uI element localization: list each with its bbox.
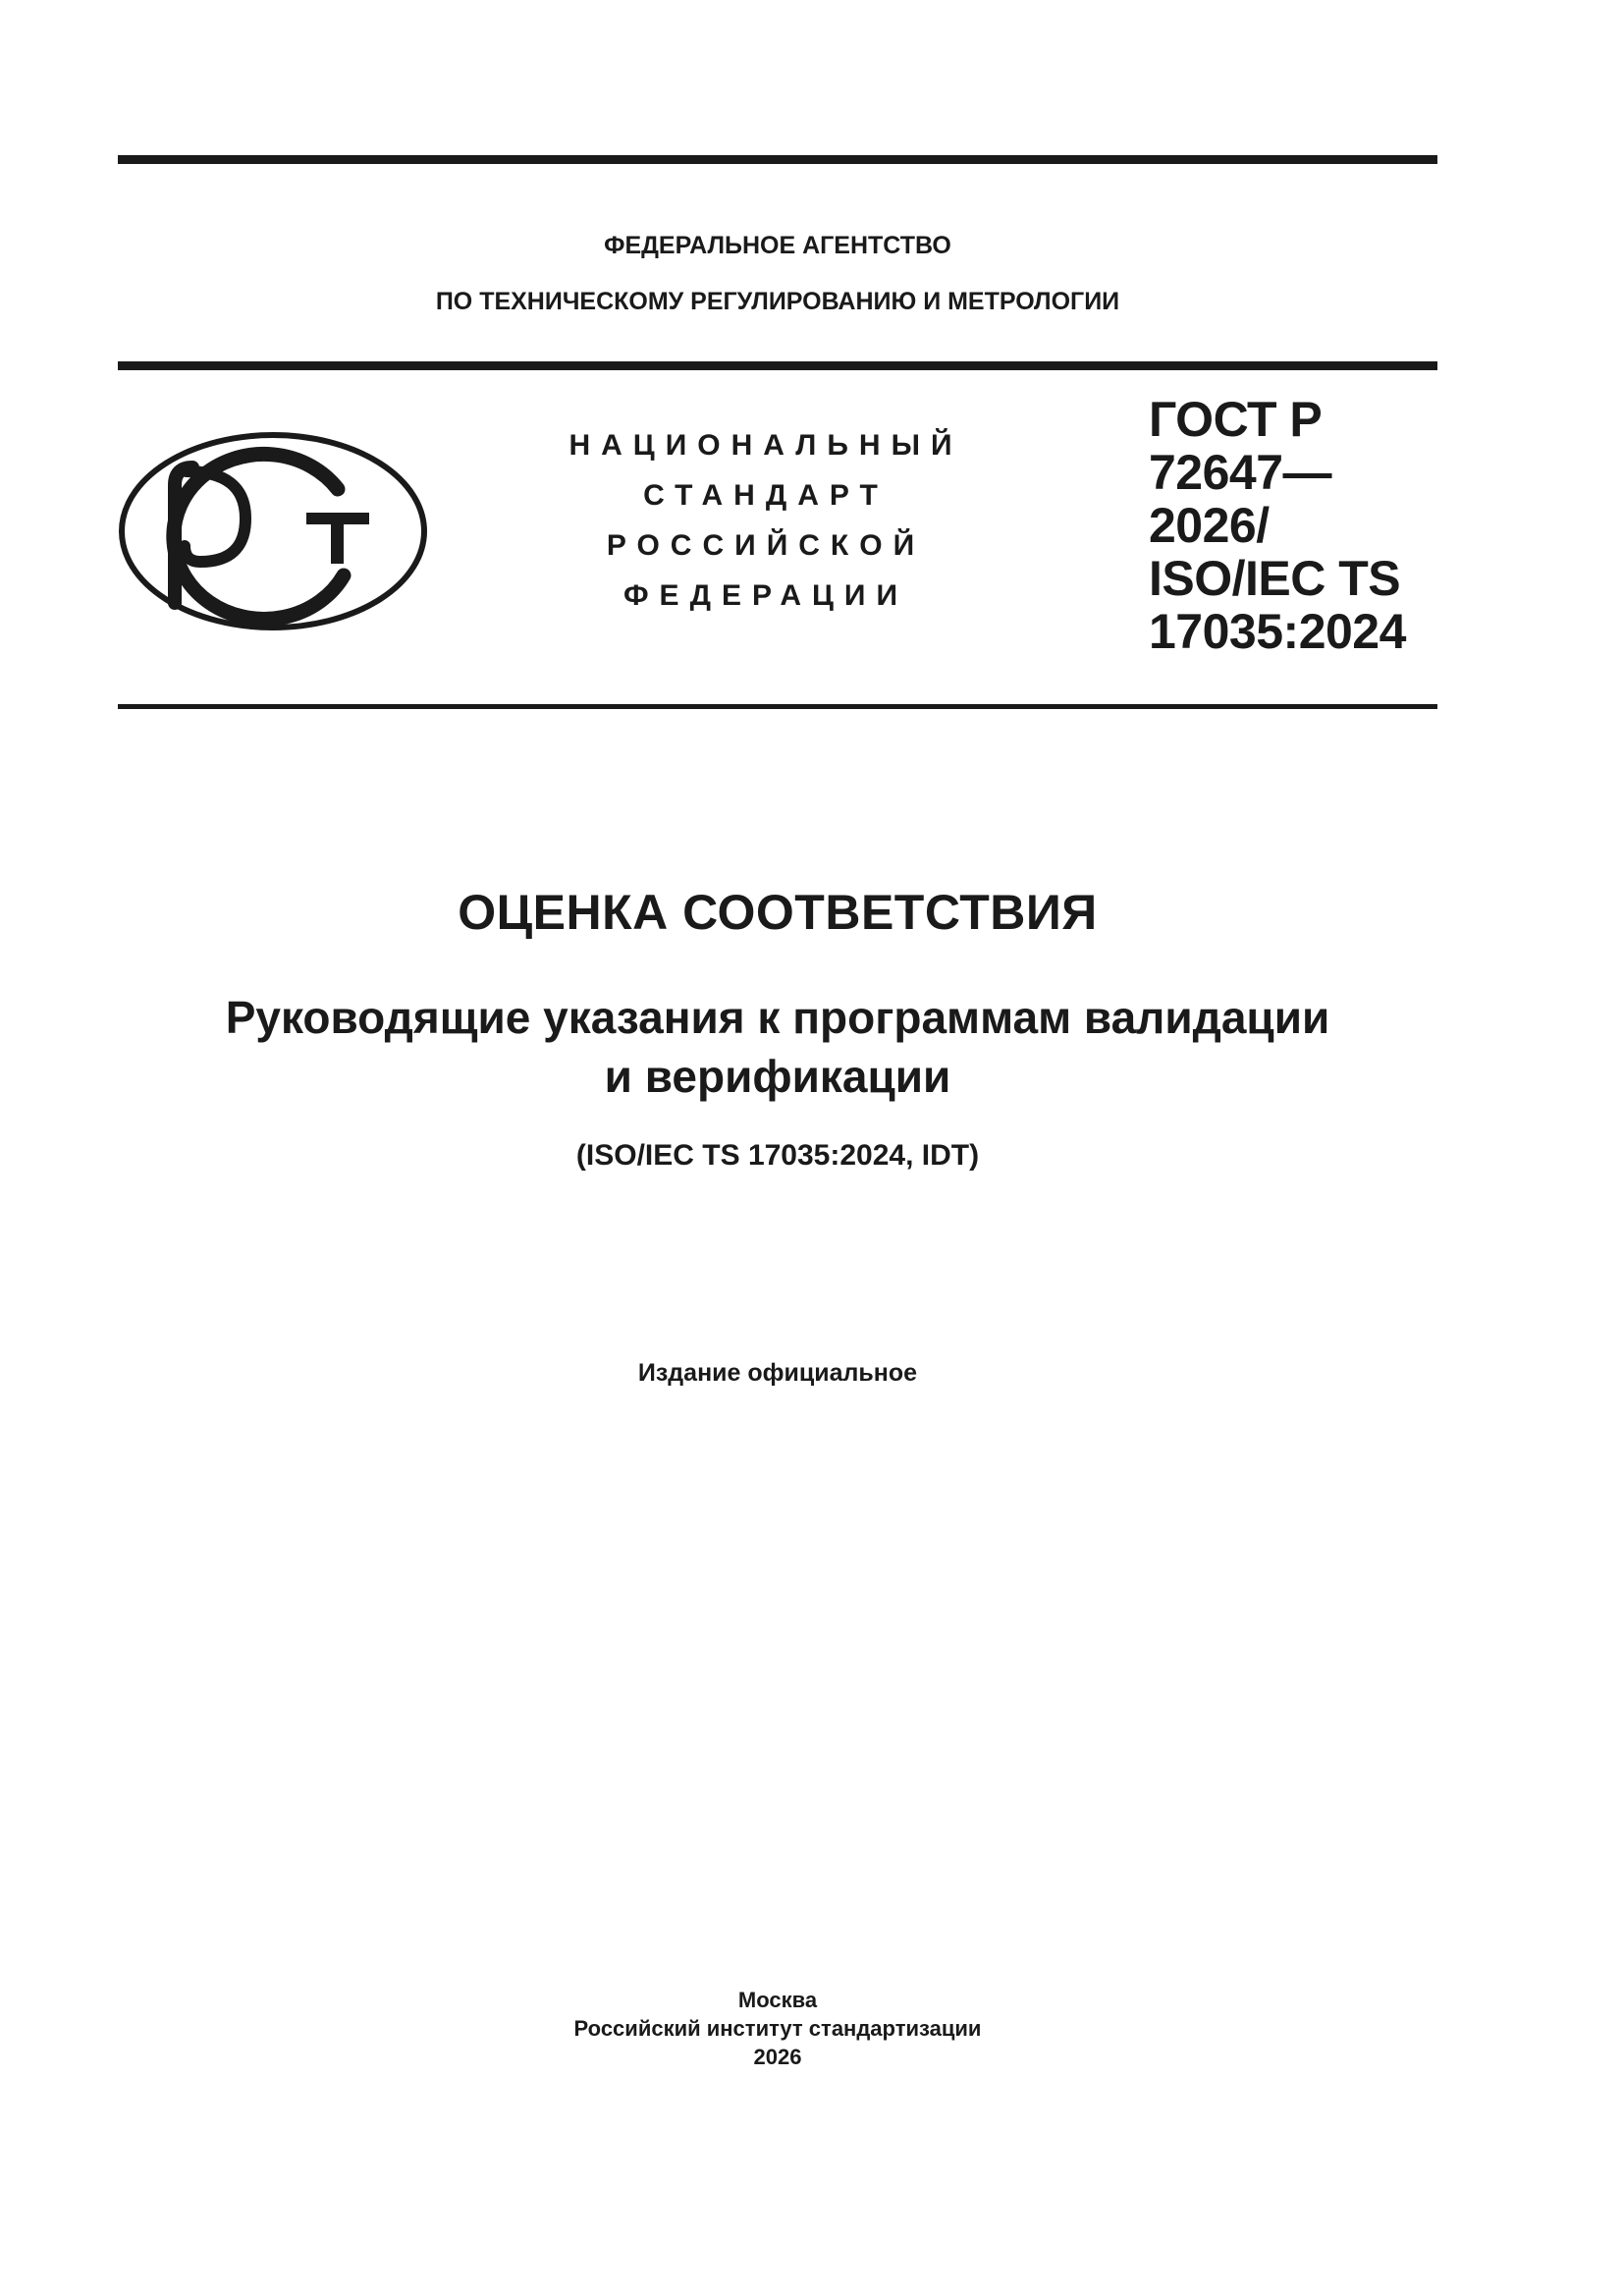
- subtitle-line-2: и верификации: [604, 1051, 951, 1102]
- edition-label: Издание официальное: [637, 1359, 918, 1387]
- designation-line-2: 72647—: [1149, 445, 1332, 500]
- national-line-2: СТАНДАРТ: [643, 479, 889, 512]
- footer-city: Москва: [737, 1988, 818, 2012]
- designation-line-4: ISO/IEC TS: [1149, 551, 1401, 606]
- agency-line-1: ФЕДЕРАЛЬНОЕ АГЕНТСТВО: [604, 232, 951, 259]
- identical-reference: (ISO/IEC TS 17035:2024, IDT): [575, 1139, 980, 1172]
- middle-rule: [118, 361, 1437, 370]
- standard-designation: [1149, 393, 1437, 658]
- national-line-3: РОССИЙСКОЙ: [606, 529, 926, 562]
- lower-rule: [118, 704, 1437, 709]
- publisher-footer: [118, 1986, 1437, 2071]
- footer-publisher: Российский институт стандартизации: [573, 2016, 982, 2041]
- subtitle-line-1: Руководящие указания к программам валидации: [225, 992, 1330, 1043]
- top-rule: [118, 155, 1437, 164]
- designation-line-5: 17035:2024: [1149, 604, 1406, 659]
- designation-line-3: 2026/: [1149, 498, 1270, 553]
- designation-line-1: ГОСТ Р: [1149, 392, 1323, 447]
- national-line-1: НАЦИОНАЛЬНЫЙ: [568, 429, 963, 462]
- footer-year: 2026: [753, 2045, 802, 2069]
- rst-logo-icon: [116, 428, 430, 634]
- agency-line-2: ПО ТЕХНИЧЕСКОМУ РЕГУЛИРОВАНИЮ И МЕТРОЛОГИИ: [435, 288, 1120, 315]
- document-title: ОЦЕНКА СООТВЕТСТВИЯ: [458, 885, 1098, 940]
- national-standard-label: [530, 420, 1001, 621]
- national-line-4: ФЕДЕРАЦИИ: [622, 579, 909, 612]
- document-subtitle: [118, 988, 1437, 1106]
- agency-header: [118, 218, 1437, 330]
